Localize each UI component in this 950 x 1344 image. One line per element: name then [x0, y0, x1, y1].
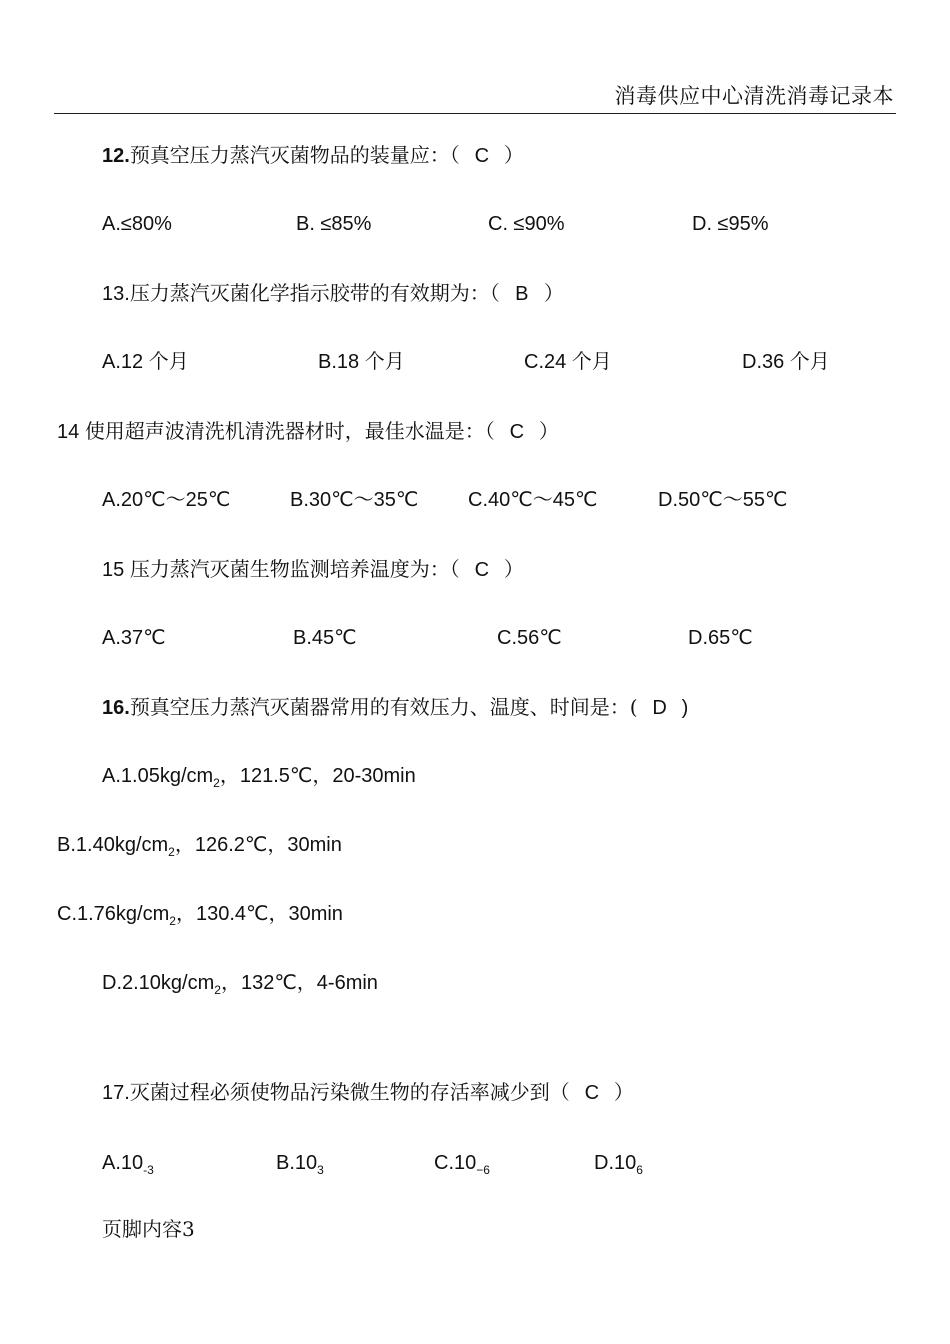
option-c: C.56℃ [497, 627, 562, 649]
option-b [276, 1150, 324, 1183]
option-b-sub: 2 [168, 845, 175, 859]
option-d [594, 1150, 643, 1183]
question-close: ） [503, 143, 524, 167]
option-a [102, 1150, 154, 1183]
question-close: ） [538, 419, 559, 443]
question-text: 压力蒸汽灭菌生物监测培养温度为：（ [129, 557, 460, 581]
option-d: D. ≤95% [692, 213, 769, 235]
option-c: C.40℃～45℃ [468, 489, 598, 511]
answer-letter: C [474, 145, 490, 167]
question-14 [57, 418, 559, 445]
question-text: 预真空压力蒸汽灭菌器常用的有效压力、温度、时间是：( [129, 695, 638, 719]
question-number: 12. [102, 145, 130, 167]
option-b-pre: B.1.40kg/cm [57, 834, 169, 856]
question-12 [102, 142, 524, 169]
option-b-exp: 3 [317, 1163, 324, 1177]
option-d-pre: D.2.10kg/cm [102, 972, 215, 994]
answer-letter: D [652, 697, 667, 719]
footer-text: 页脚内容3 [102, 1217, 195, 1241]
option-d-post: ，132℃，4-6min [220, 972, 378, 994]
option-a: A.20℃～25℃ [102, 489, 231, 511]
question-number: 17. [102, 1082, 130, 1104]
option-d: D.36 个月 [742, 351, 830, 373]
option-d: D.65℃ [688, 627, 753, 649]
option-d [102, 970, 378, 1003]
option-a [102, 763, 416, 796]
question-text: 灭菌过程必须使物品污染微生物的存活率减少到（ [129, 1080, 570, 1104]
option-b [57, 832, 342, 865]
option-c: C. ≤90% [488, 213, 565, 235]
question-number: 15 [102, 559, 130, 581]
option-b: B. ≤85% [296, 213, 372, 235]
option-c: C.24 个月 [524, 351, 612, 373]
option-b: B.45℃ [293, 627, 357, 649]
option-a: A.37℃ [102, 627, 166, 649]
question-close: ) [681, 697, 689, 719]
question-text: 压力蒸汽灭菌化学指示胶带的有效期为：（ [129, 281, 500, 305]
question-close: ） [543, 281, 564, 305]
option-a-post: ，121.5℃，20-30min [219, 765, 416, 787]
question-close: ） [613, 1080, 634, 1104]
option-b: B.30℃～35℃ [290, 489, 419, 511]
option-d-sub: 2 [214, 983, 221, 997]
option-c [434, 1150, 490, 1183]
option-d: D.50℃～55℃ [658, 489, 788, 511]
answer-letter: B [515, 283, 529, 305]
option-b-base: B.10 [276, 1152, 318, 1174]
option-a: A.≤80% [102, 213, 172, 235]
answer-letter: C [474, 559, 490, 581]
option-b-post: ，126.2℃，30min [174, 834, 342, 856]
question-16 [102, 694, 688, 721]
option-c-post: ，130.4℃，30min [175, 903, 343, 925]
option-a: A.12 个月 [102, 351, 189, 373]
question-text: 使用超声波清洗机清洗器材时，最佳水温是：（ [84, 419, 495, 443]
answer-letter: C [584, 1082, 600, 1104]
question-17 [102, 1079, 634, 1106]
option-a-base: A.10 [102, 1152, 144, 1174]
option-c-base: C.10 [434, 1152, 477, 1174]
option-c [57, 901, 343, 934]
option-c-exp: −6 [476, 1163, 490, 1177]
header-rule [54, 113, 896, 114]
question-15 [102, 556, 524, 583]
question-13 [102, 280, 564, 307]
question-number: 16. [102, 697, 130, 719]
option-b: B.18 个月 [318, 351, 405, 373]
option-d-exp: 6 [636, 1163, 643, 1177]
question-number: 14 [57, 421, 85, 443]
option-a-exp: -3 [143, 1163, 154, 1177]
document-header-title: 消毒供应中心清洗消毒记录本 [614, 84, 894, 108]
question-close: ） [503, 557, 524, 581]
option-c-sub: 2 [169, 914, 176, 928]
question-text: 预真空压力蒸汽灭菌物品的装量应：（ [129, 143, 460, 167]
option-a-sub: 2 [213, 776, 220, 790]
option-a-pre: A.1.05kg/cm [102, 765, 214, 787]
answer-letter: C [509, 421, 525, 443]
question-number: 13. [102, 283, 130, 305]
option-d-base: D.10 [594, 1152, 637, 1174]
option-c-pre: C.1.76kg/cm [57, 903, 170, 925]
